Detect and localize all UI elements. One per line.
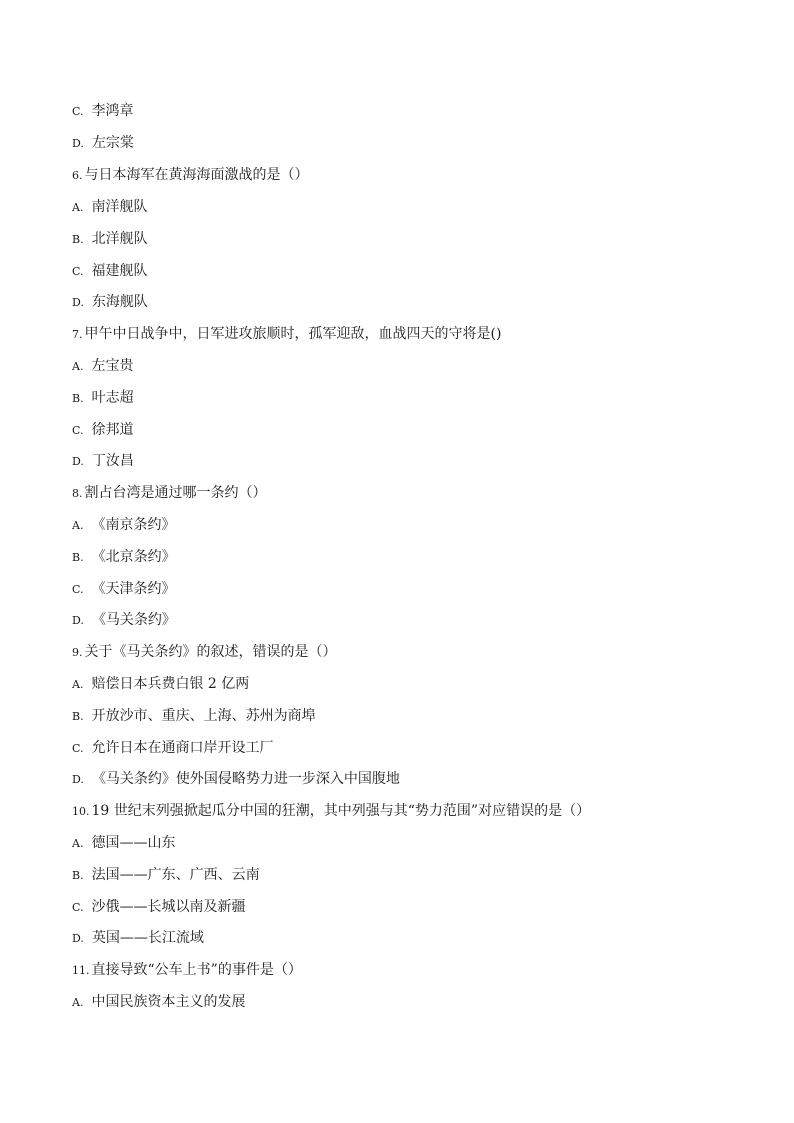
option-text: 叶志超 bbox=[91, 390, 134, 406]
option-text: 福建舰队 bbox=[91, 263, 148, 279]
option-text: 李鸿章 bbox=[91, 103, 134, 119]
option-line bbox=[72, 548, 176, 567]
question-line bbox=[72, 643, 337, 662]
question-text: 甲午中日战争中，日军进攻旅顺时，孤军迎敌，血战四天的守将是() bbox=[84, 326, 502, 342]
option-text: 《马关条约》 bbox=[91, 612, 176, 628]
option-label: D. bbox=[72, 773, 84, 786]
option-text: 法国——广东、广西、云南 bbox=[91, 867, 260, 883]
question-text: 割占台湾是通过哪一条约（） bbox=[84, 485, 267, 501]
question-number: 11. bbox=[72, 964, 90, 977]
option-text: 赔偿日本兵费白银 2 亿两 bbox=[91, 676, 250, 692]
option-line bbox=[72, 707, 316, 726]
option-text: 中国民族资本主义的发展 bbox=[91, 994, 246, 1010]
question-line bbox=[72, 802, 590, 821]
option-label: D. bbox=[72, 137, 84, 150]
option-text: 《天津条约》 bbox=[91, 581, 176, 597]
option-line bbox=[72, 993, 245, 1012]
option-text: 开放沙市、重庆、上海、苏州为商埠 bbox=[91, 708, 316, 724]
option-line bbox=[72, 134, 134, 153]
question-line bbox=[72, 484, 267, 503]
question-line bbox=[72, 325, 501, 344]
option-label: C. bbox=[72, 742, 84, 755]
option-line bbox=[72, 834, 175, 853]
question-line bbox=[72, 961, 302, 980]
option-label: C. bbox=[72, 583, 84, 596]
option-line bbox=[72, 198, 147, 217]
option-text: 沙俄——长城以南及新疆 bbox=[91, 899, 246, 915]
option-label: D. bbox=[72, 932, 84, 945]
option-text: 英国——长江流域 bbox=[91, 930, 204, 946]
option-text: 《南京条约》 bbox=[91, 517, 176, 533]
option-text: 北洋舰队 bbox=[91, 231, 148, 247]
option-text: 左宝贵 bbox=[91, 358, 134, 374]
question-number: 9. bbox=[72, 646, 83, 659]
question-text: 与日本海军在黄海海面激战的是（） bbox=[84, 167, 309, 183]
option-line bbox=[72, 293, 148, 312]
option-line bbox=[72, 357, 133, 376]
option-line bbox=[72, 770, 400, 789]
question-number: 10. bbox=[72, 805, 90, 818]
option-text: 东海舰队 bbox=[91, 294, 148, 310]
option-label: A. bbox=[72, 996, 84, 1009]
option-line bbox=[72, 739, 274, 758]
option-text: 左宗棠 bbox=[91, 135, 134, 151]
option-line bbox=[72, 421, 134, 440]
option-label: B. bbox=[72, 392, 84, 405]
option-label: D. bbox=[72, 614, 84, 627]
option-label: B. bbox=[72, 551, 84, 564]
option-line bbox=[72, 102, 134, 121]
option-text: 德国——山东 bbox=[91, 835, 176, 851]
option-text: 南洋舰队 bbox=[91, 199, 148, 215]
question-number: 8. bbox=[72, 487, 83, 500]
option-text: 《北京条约》 bbox=[91, 549, 176, 565]
option-text: 《马关条约》使外国侵略势力进一步深入中国腹地 bbox=[91, 771, 400, 787]
option-label: C. bbox=[72, 424, 84, 437]
option-line bbox=[72, 230, 148, 249]
question-text: 关于《马关条约》的叙述，错误的是（） bbox=[84, 644, 337, 660]
question-number: 6. bbox=[72, 169, 83, 182]
option-line bbox=[72, 898, 246, 917]
option-text: 徐邦道 bbox=[91, 422, 134, 438]
option-line bbox=[72, 452, 134, 471]
option-line bbox=[72, 389, 134, 408]
option-text: 丁汝昌 bbox=[91, 453, 134, 469]
option-label: B. bbox=[72, 710, 84, 723]
option-label: B. bbox=[72, 233, 84, 246]
option-label: B. bbox=[72, 869, 84, 882]
option-label: A. bbox=[72, 678, 84, 691]
option-line bbox=[72, 516, 175, 535]
option-line bbox=[72, 675, 249, 694]
question-text: 直接导致“公车上书”的事件是（） bbox=[91, 962, 302, 978]
option-text: 允许日本在通商口岸开设工厂 bbox=[91, 740, 274, 756]
option-line bbox=[72, 866, 260, 885]
option-label: C. bbox=[72, 901, 84, 914]
option-line bbox=[72, 611, 176, 630]
option-label: D. bbox=[72, 296, 84, 309]
question-text: 19 世纪末列强掀起瓜分中国的狂潮，其中列强与其“势力范围”对应错误的是（） bbox=[91, 803, 591, 819]
option-line bbox=[72, 580, 176, 599]
option-label: C. bbox=[72, 105, 84, 118]
option-line bbox=[72, 262, 148, 281]
option-label: C. bbox=[72, 265, 84, 278]
option-label: A. bbox=[72, 360, 84, 373]
option-label: A. bbox=[72, 837, 84, 850]
question-number: 7. bbox=[72, 328, 83, 341]
question-line bbox=[72, 166, 309, 185]
option-label: D. bbox=[72, 455, 84, 468]
option-label: A. bbox=[72, 201, 84, 214]
option-line bbox=[72, 929, 204, 948]
option-label: A. bbox=[72, 519, 84, 532]
